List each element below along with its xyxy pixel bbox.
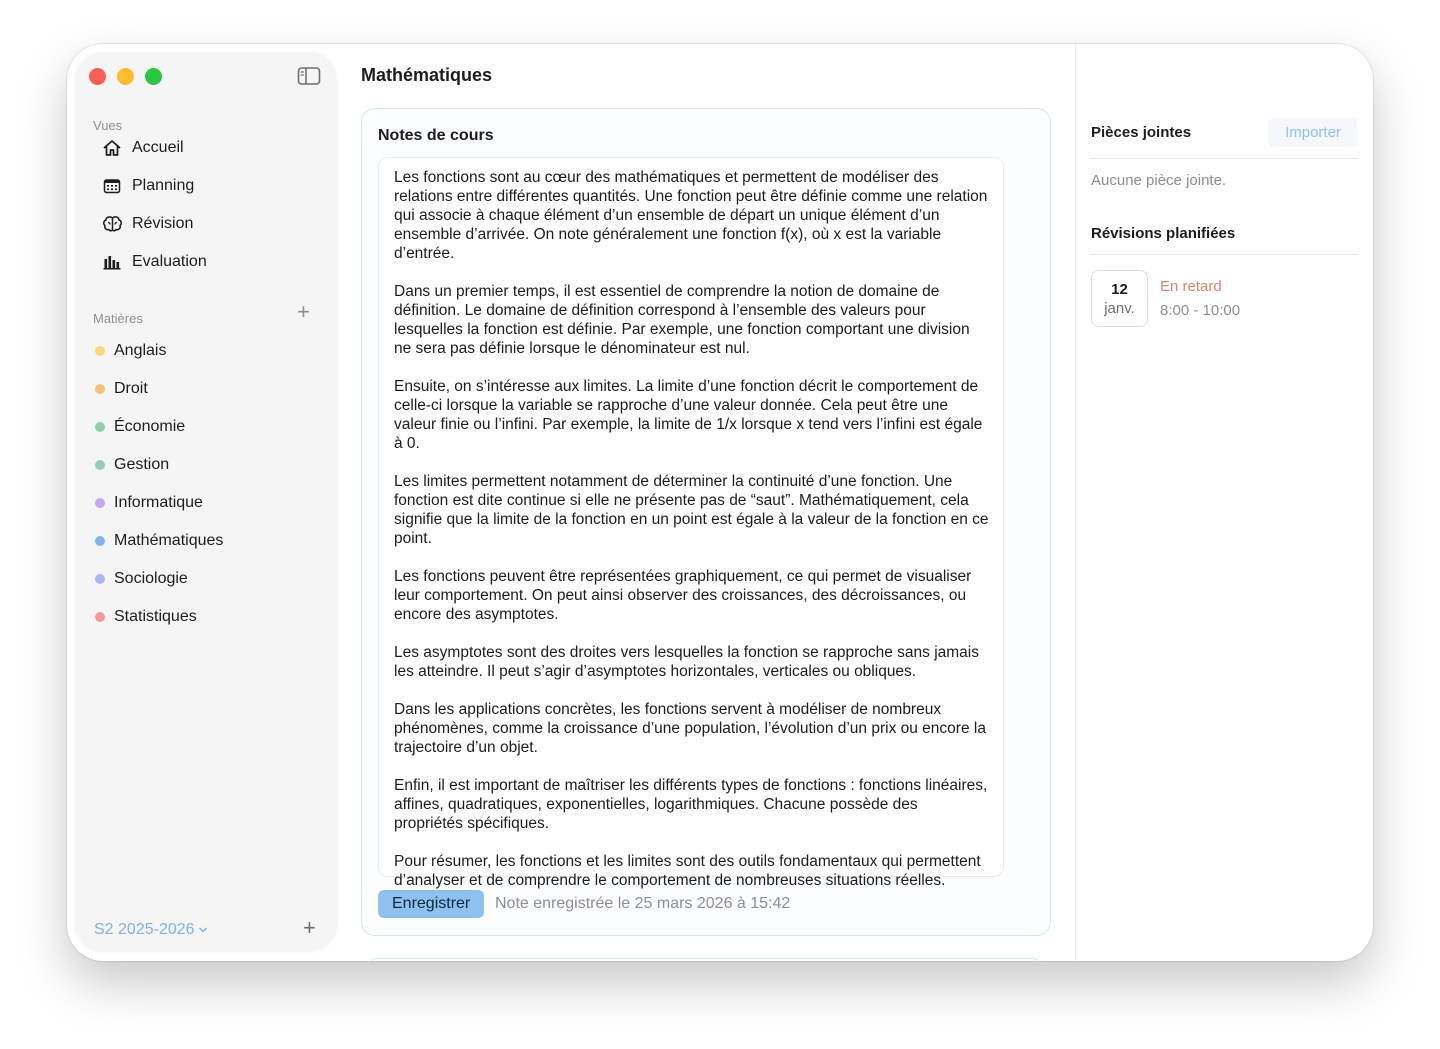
attachments-title: Pièces jointes (1091, 124, 1192, 141)
zoom-window-button[interactable] (145, 68, 162, 85)
revision-month: janv. (1104, 299, 1135, 317)
sidebar-toggle-icon[interactable] (297, 66, 321, 86)
note-paragraph: Les fonctions peuvent être représentées graphiquement, ce qui permet de visualiser leur comportement. On peut ainsi observer des croissances, des décroissances, ou encore des asymptotes. (394, 568, 972, 623)
sidebar-item-statistiques[interactable] (95, 603, 197, 631)
notes-card-title: Notes de cours (378, 127, 494, 144)
subject-color-dot (95, 346, 105, 356)
sidebar-item-label: Planning (132, 177, 195, 194)
note-paragraph: Les asymptotes sont des droites vers lesquelles la fonction se rapproche sans jamais les atteindre. Il peut s’agir d’asymptotes horizontales, verticales ou obliques. (394, 644, 979, 680)
semester-selector[interactable] (94, 921, 208, 939)
note-paragraph: Dans un premier temps, il est essentiel de comprendre la notion de domaine de définition. Le domaine de définition correspond à l’ensemble des valeurs pour lesquelles la fonction est définie. Par exemple, une fonction comportant une division ne sera pas définie lorsque le dénominateur est nul. (394, 283, 970, 357)
semester-label: S2 2025-2026 (94, 921, 195, 938)
revision-date-badge[interactable] (1091, 270, 1148, 327)
sidebar-item-evaluation[interactable] (101, 248, 207, 276)
views-section-label: Vues (93, 118, 123, 133)
sidebar (75, 52, 337, 951)
sidebar-item-label: Révision (132, 215, 194, 232)
chevron-down-icon (198, 926, 208, 934)
page-title: Mathématiques (361, 65, 493, 85)
note-paragraph: Ensuite, on s’intéresse aux limites. La limite d’une fonction décrit le comportement de celle-ci lorsque la variable se rapproche d’une valeur donnée. Cela peut être une valeur finie ou l’infini. Par exemple, la limite de 1/x lorsque x tend vers l’infini est égale à 0. (394, 378, 983, 452)
sidebar-item-droit[interactable] (95, 375, 148, 403)
subject-color-dot (95, 498, 105, 508)
note-paragraph: Les fonctions sont au cœur des mathématiques et permettent de modéliser des relations entre différentes quantités. Une fonction peut être définie comme une relation qui associe à chaque élément d’un ensemble de départ un unique élément d’un ensemble d’arrivée. On note généralement une fonction f(x), où x est la variable d’entrée. (394, 169, 988, 262)
calendar-icon (101, 176, 123, 196)
revision-day: 12 (1111, 280, 1128, 298)
close-window-button[interactable] (89, 68, 106, 85)
save-button[interactable]: Enregistrer (378, 890, 484, 918)
notes-card (361, 108, 1051, 936)
add-semester-button[interactable] (303, 917, 316, 939)
plus-icon: + (303, 915, 316, 940)
sidebar-item-mathematiques[interactable] (95, 527, 223, 555)
notes-editor[interactable] (378, 157, 1004, 889)
sidebar-item-label: Informatique (114, 494, 203, 511)
sidebar-item-label: Statistiques (114, 608, 197, 625)
divider (1090, 158, 1358, 159)
sidebar-item-label: Sociologie (114, 570, 188, 587)
window-controls (89, 68, 162, 85)
note-paragraph: Enfin, il est important de maîtriser les différents types de fonctions : fonctions linéaires, affines, quadratiques, exponentielles, logarithmiques. Chacune possède des propriétés spécifiques. (394, 777, 988, 832)
sidebar-item-sociologie[interactable] (95, 565, 188, 593)
subject-color-dot (95, 612, 105, 622)
sidebar-item-label: Accueil (132, 139, 184, 156)
subject-color-dot (95, 460, 105, 470)
sidebar-item-gestion[interactable] (95, 451, 169, 479)
no-attachments-text: Aucune pièce jointe. (1091, 172, 1227, 189)
plus-icon: + (297, 299, 310, 324)
sidebar-item-planning[interactable] (101, 172, 194, 200)
subject-color-dot (95, 574, 105, 584)
revision-time: 8:00 - 10:00 (1160, 302, 1241, 319)
sidebar-item-label: Mathématiques (114, 532, 224, 549)
sidebar-item-label: Droit (114, 380, 148, 397)
note-paragraph: Les limites permettent notamment de déterminer la continuité d’une fonction. Une fonction est dite continue si elle ne présente pas de “saut”. Mathématiquement, cela signifie que la limite de la fonction en un point est égale à la valeur de la fonction en ce point. (394, 473, 989, 547)
sidebar-item-label: Économie (114, 418, 186, 435)
add-subject-button[interactable] (297, 301, 310, 323)
minimize-window-button[interactable] (117, 68, 134, 85)
sidebar-item-label: Evaluation (132, 253, 207, 270)
home-icon (101, 138, 123, 158)
brain-icon (101, 214, 123, 234)
subjects-section-label: Matières (93, 311, 143, 326)
subject-color-dot (95, 384, 105, 394)
sidebar-item-economie[interactable] (95, 413, 185, 441)
import-button[interactable]: Importer (1268, 118, 1358, 147)
sidebar-item-label: Gestion (114, 456, 170, 473)
revision-status: En retard (1160, 278, 1222, 295)
revisions-title: Révisions planifiées (1091, 225, 1236, 242)
subject-color-dot (95, 422, 105, 432)
next-card-edge (367, 958, 1043, 969)
sidebar-item-revision[interactable] (101, 210, 193, 238)
sidebar-item-label: Anglais (114, 342, 167, 359)
right-panel-divider (1075, 44, 1076, 961)
subject-color-dot (95, 536, 105, 546)
bar-chart-icon (101, 252, 123, 272)
save-status-text: Note enregistrée le 25 mars 2026 à 15:42 (495, 895, 791, 912)
divider (1090, 254, 1358, 255)
sidebar-item-anglais[interactable] (95, 337, 166, 365)
sidebar-item-informatique[interactable] (95, 489, 203, 517)
note-paragraph: Dans les applications concrètes, les fonctions servent à modéliser de nombreux phénomènes, comme la croissance d’une population, l’évolution d’un prix ou encore la trajectoire d’un objet. (394, 701, 986, 756)
sidebar-item-accueil[interactable] (101, 134, 184, 162)
note-paragraph: Pour résumer, les fonctions et les limites sont des outils fondamentaux qui permettent d’analyser et de comprendre le comportement de nombreuses situations réelles. (394, 853, 981, 889)
app-window (67, 44, 1373, 961)
